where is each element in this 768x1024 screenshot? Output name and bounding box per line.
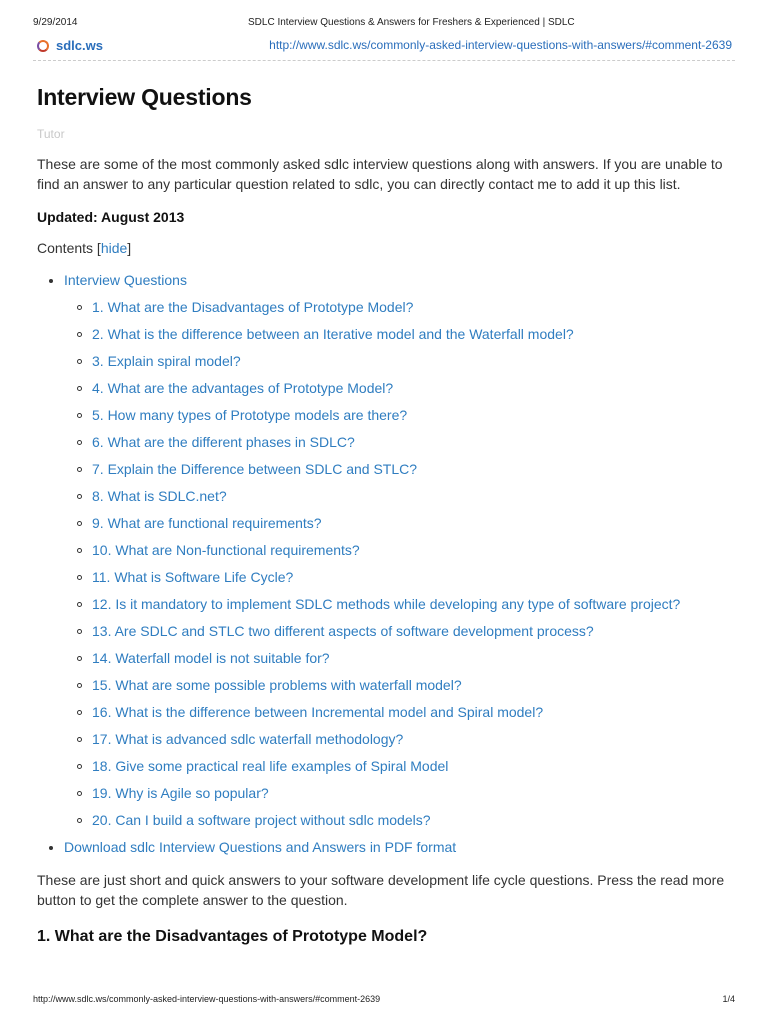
- toc-item: [64, 378, 737, 398]
- table-of-contents: [37, 270, 737, 857]
- header-divider: [33, 60, 735, 61]
- toc-item: [64, 702, 737, 722]
- toc-item: [64, 729, 737, 749]
- toc-item: [64, 405, 737, 425]
- toc-item: [64, 567, 737, 587]
- toc-link[interactable]: 3. Explain spiral model?: [92, 353, 241, 369]
- toc-item: [64, 324, 737, 344]
- toc-item: [64, 675, 737, 695]
- toc-label: Contents [: [37, 240, 101, 256]
- toc-link[interactable]: 18. Give some practical real life examples of Spiral Model: [92, 758, 449, 774]
- toc-link[interactable]: 19. Why is Agile so popular?: [92, 785, 269, 801]
- toc-link[interactable]: 12. Is it mandatory to implement SDLC methods while developing any type of software project?: [92, 596, 681, 612]
- intro-paragraph: These are some of the most commonly asked sdlc interview questions along with answers. If you are unable to find an answer to any particular question related to sdlc, you can directly contact me to add it up this list.: [37, 156, 723, 192]
- toc-link[interactable]: 11. What is Software Life Cycle?: [92, 569, 294, 585]
- toc-link[interactable]: 16. What is the difference between Incremental model and Spiral model?: [92, 704, 544, 720]
- summary-paragraph: These are just short and quick answers to your software development life cycle questions. Press the read more button to get the complete answer to the question.: [37, 872, 725, 908]
- site-name: sdlc.ws: [56, 38, 103, 53]
- toc-link[interactable]: 6. What are the different phases in SDLC?: [92, 434, 355, 450]
- toc-link[interactable]: 1. What are the Disadvantages of Prototype Model?: [92, 299, 414, 315]
- toc-item: [64, 621, 737, 641]
- toc-item: [64, 459, 737, 479]
- article: [37, 84, 737, 946]
- toc-section: [37, 270, 737, 830]
- toc-sublist: [64, 297, 737, 830]
- toc-link[interactable]: 8. What is SDLC.net?: [92, 488, 227, 504]
- section-heading: 1. What are the Disadvantages of Prototype Model?: [37, 928, 428, 945]
- toc-link[interactable]: 20. Can I build a software project without sdlc models?: [92, 812, 431, 828]
- toc-label-close: ]: [127, 240, 132, 256]
- toc-hide-toggle[interactable]: hide: [100, 240, 128, 256]
- toc-item: [64, 810, 737, 830]
- print-header: [33, 17, 735, 31]
- toc-link[interactable]: 5. How many types of Prototype models are there?: [92, 407, 408, 423]
- toc-link-interview-questions[interactable]: Interview Questions: [64, 272, 187, 288]
- site-bar: [37, 37, 732, 55]
- site-logo-link[interactable]: [37, 38, 103, 53]
- toc-item: [64, 351, 737, 371]
- print-date: 9/29/2014: [33, 17, 78, 28]
- toc-item: [64, 594, 737, 614]
- toc-header: [37, 240, 737, 256]
- toc-item: [64, 783, 737, 803]
- toc-item: [64, 648, 737, 668]
- download-pdf-link[interactable]: Download sdlc Interview Questions and Answers in PDF format: [64, 839, 457, 855]
- toc-link[interactable]: 10. What are Non-functional requirements?: [92, 542, 360, 558]
- print-page-title: SDLC Interview Questions & Answers for Freshers & Experienced | SDLC: [248, 17, 575, 28]
- toc-link[interactable]: 7. Explain the Difference between SDLC and STLC?: [92, 461, 418, 477]
- site-url-link[interactable]: http://www.sdlc.ws/commonly-asked-interview-questions-with-answers/#comment-2639: [269, 38, 732, 52]
- footer-url: http://www.sdlc.ws/commonly-asked-interview-questions-with-answers/#comment-2639: [33, 994, 381, 1004]
- toc-link[interactable]: 4. What are the advantages of Prototype Model?: [92, 380, 394, 396]
- toc-item: [64, 486, 737, 506]
- author-byline: Tutor: [37, 127, 65, 141]
- updated-date: Updated: August 2013: [37, 209, 185, 225]
- toc-item: [64, 432, 737, 452]
- toc-link[interactable]: 14. Waterfall model is not suitable for?: [92, 650, 330, 666]
- toc-link[interactable]: 13. Are SDLC and STLC two different aspects of software development process?: [92, 623, 594, 639]
- page-number: 1/4: [722, 994, 735, 1004]
- page-title: Interview Questions: [37, 84, 252, 110]
- sdlc-logo-icon: [37, 40, 49, 52]
- toc-item: [64, 297, 737, 317]
- toc-item: [64, 513, 737, 533]
- toc-link[interactable]: 17. What is advanced sdlc waterfall methodology?: [92, 731, 404, 747]
- print-footer: [33, 994, 735, 1004]
- toc-link[interactable]: 2. What is the difference between an Iterative model and the Waterfall model?: [92, 326, 574, 342]
- toc-section: [37, 837, 737, 857]
- toc-link[interactable]: 15. What are some possible problems with waterfall model?: [92, 677, 462, 693]
- toc-item: [64, 540, 737, 560]
- toc-link[interactable]: 9. What are functional requirements?: [92, 515, 322, 531]
- toc-item: [64, 756, 737, 776]
